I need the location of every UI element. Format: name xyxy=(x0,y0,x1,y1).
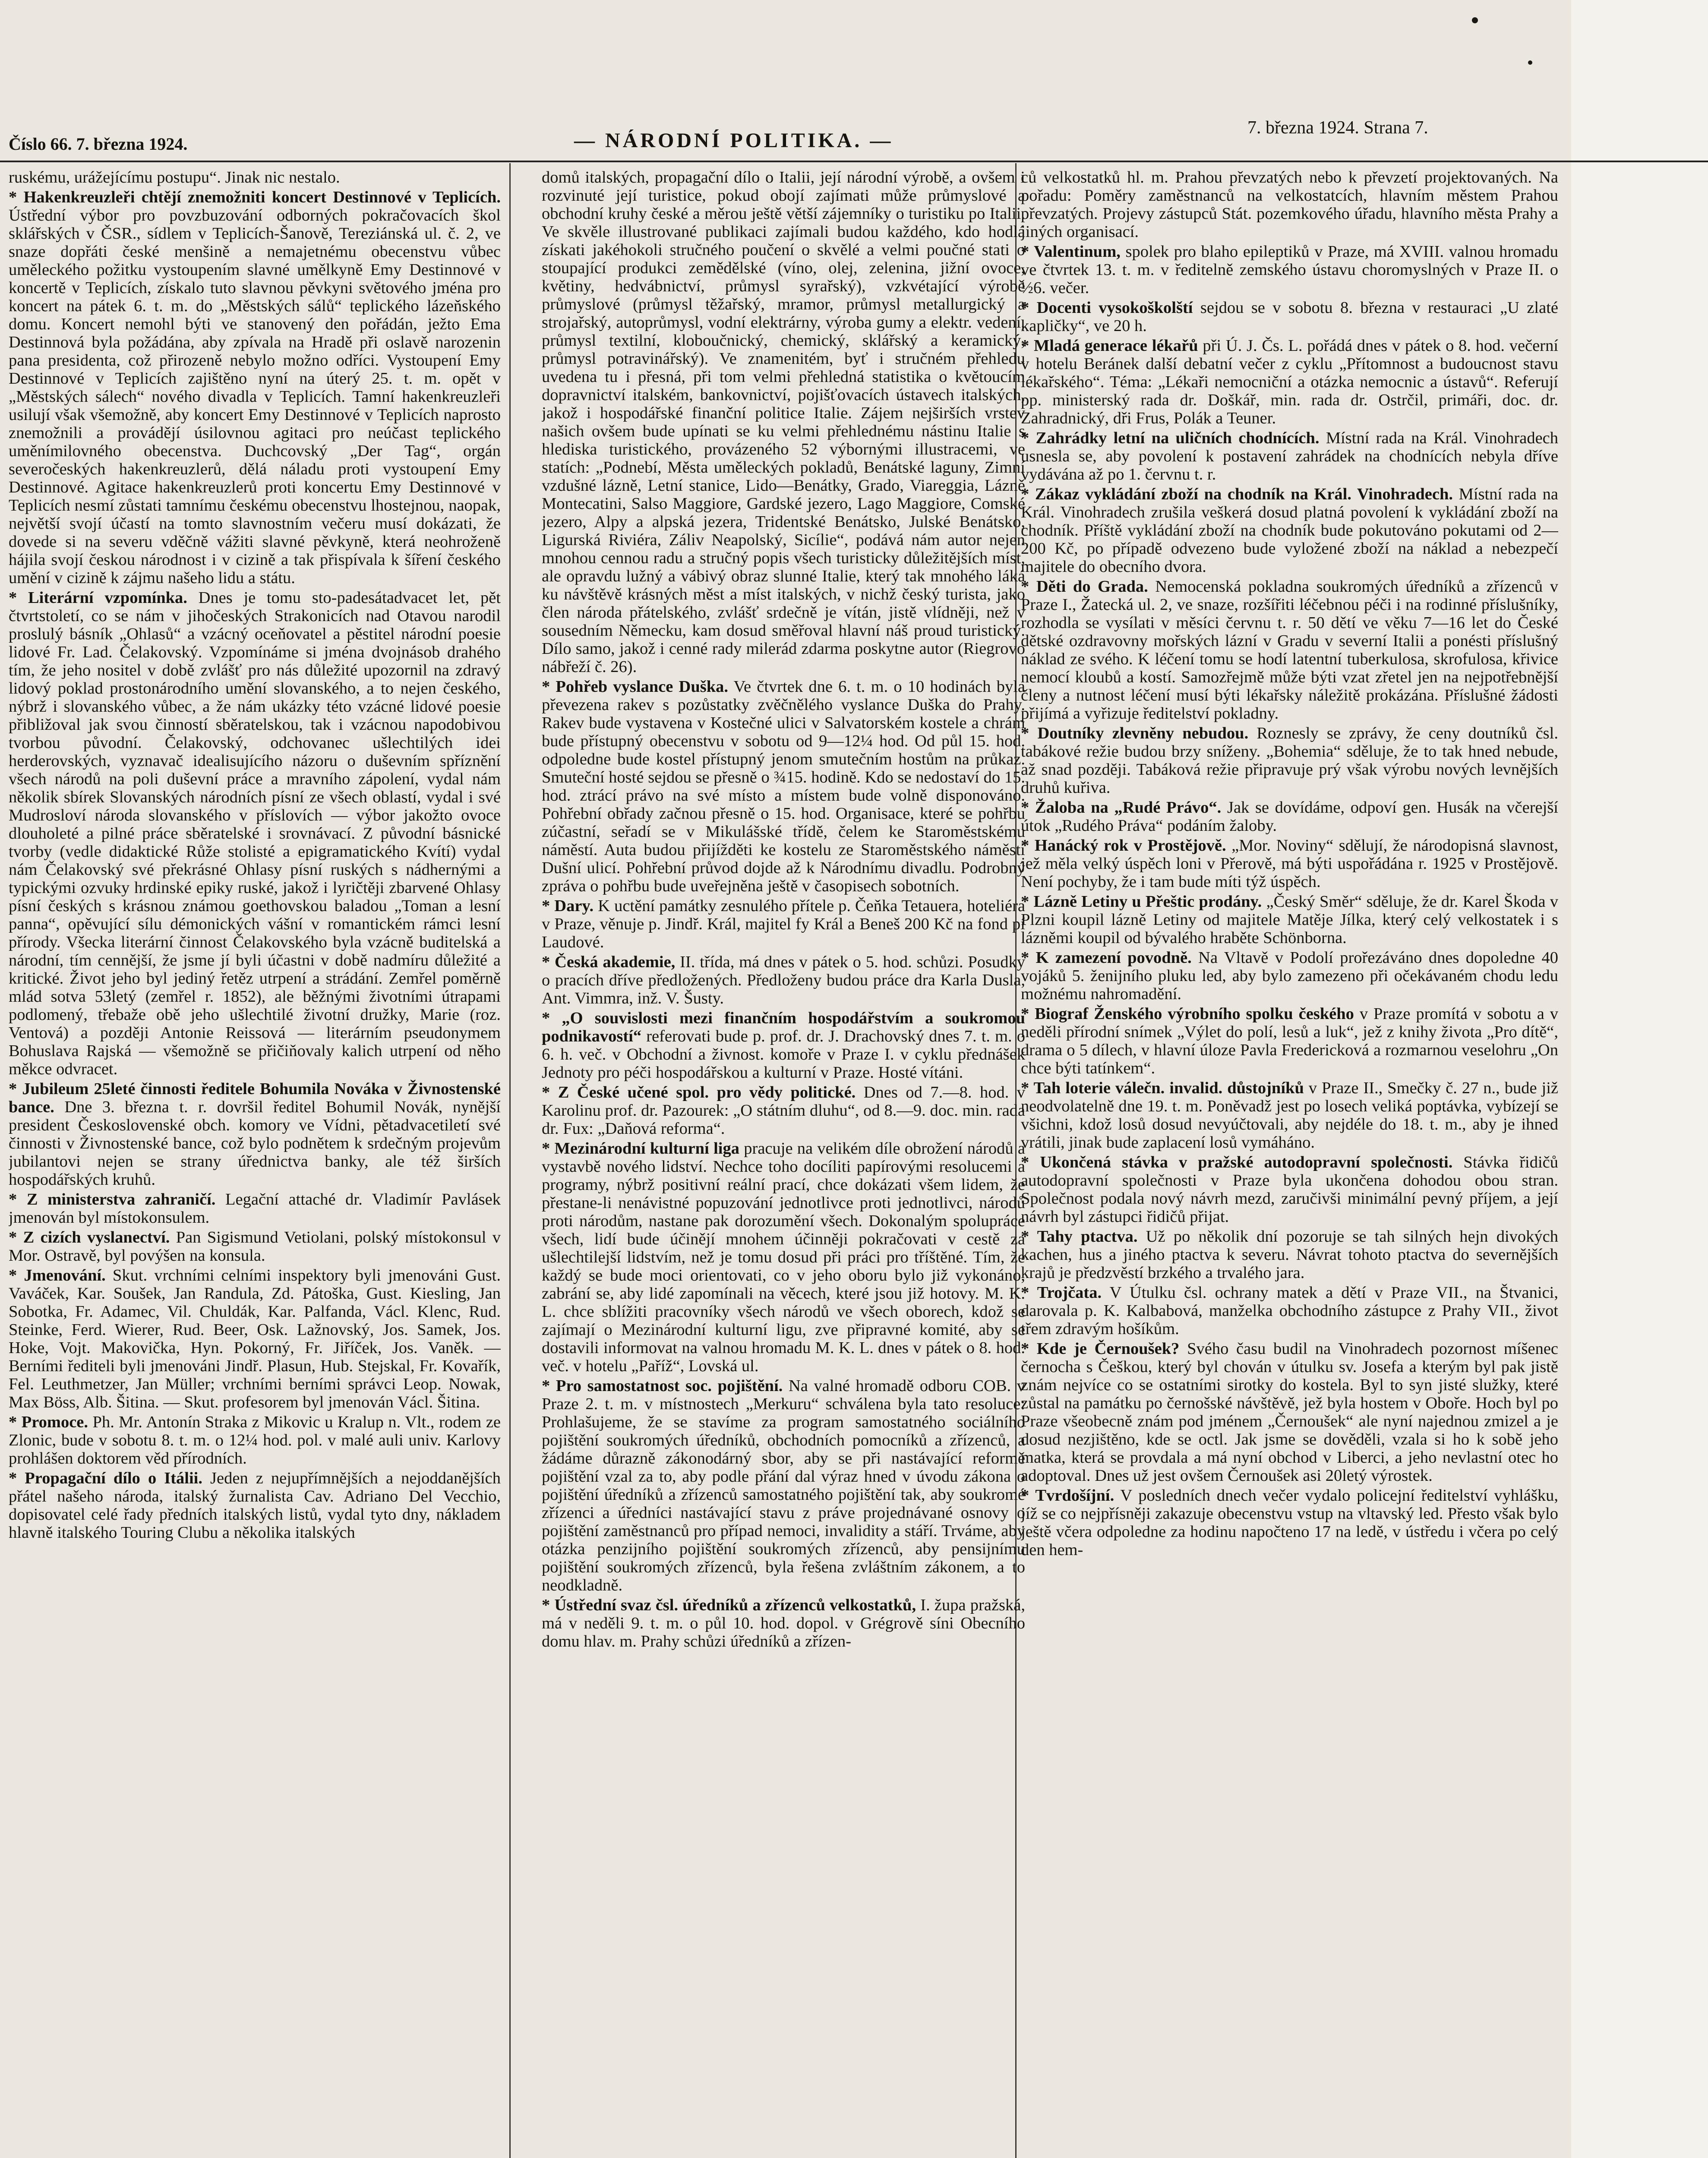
article-body: Roznesly se zprávy, že ceny doutníků čsl. tabákové režie budou brzy sníženy. „Bohemia“ sděluje, že to tak hned nebude, až snad později. Tabáková režie připravuje prý však výrobu nových levnějších druhů kuřiva. xyxy=(1021,724,1558,797)
article xyxy=(542,1139,1025,1375)
article xyxy=(1021,724,1558,797)
article xyxy=(542,678,1025,895)
article xyxy=(542,1377,1025,1594)
page-margin xyxy=(1571,0,1708,2158)
article xyxy=(1021,1227,1558,1282)
article xyxy=(9,1190,501,1227)
article-headline: * K zamezení povodně. xyxy=(1021,949,1192,967)
article xyxy=(1021,243,1558,297)
article xyxy=(9,589,501,1078)
article xyxy=(1021,337,1558,427)
article-headline: * Žaloba na „Rudé Právo“. xyxy=(1021,798,1222,817)
article-body: Jeden z nejupřímnějších a nejoddanějších přátel našeho národa, italský žurnalista Cav. Adriano Del Vecchio, dopisovatel celé řady předních italských listů, vydal tyto dny, nákladem hlavně italského Touring Clubu a několika italských xyxy=(9,1469,501,1542)
article-headline: * Tvrdošíjní. xyxy=(1021,1486,1114,1505)
article xyxy=(1021,1005,1558,1077)
article-headline: * Mladá generace lékařů xyxy=(1021,337,1198,355)
article xyxy=(9,1413,501,1467)
article-headline: * Lázně Letiny u Přeštic prodány. xyxy=(1021,893,1262,911)
article-body: Dne 3. března t. r. dovršil ředitel Bohumil Novák, nynější president Československé obch. komory ve Vídni, pětadvacetiletí své činnosti v Živnostenské bance, což bylo podnětem k srdečným projevům jubilantovi nejen se strany úřednictva banky, ale též širších hospodářských kruhů. xyxy=(9,1098,501,1189)
article-body: Dnes je tomu sto-padesátadvacet let, pět čtvrtstoletí, co se nám v jihočeských Strakonicích nad Otavou narodil proslulý básník „Ohlasů“ a vzácný oceňovatel a pěstitel národní poesie lidové Fr. Lad. Čelakovský. Vzpomínáme si jména dvojnásob drahého tím, že jeho nositel v době zvlášť pro nás důležité upozornil na zdravý lidový poklad prostonárodního umění slovanského, a to nejen českého, nýbrž i slovanského vůbec, a že nám ukázky této vzácné lidové poesie přibližoval jak svou činností sběratelskou, tak i vzácnou napodobivou tvorbou původní. Čelakovský, odchovanec ušlechtilých idei herderovských, vyznavač idealisujícího názoru o duševním spříznění všech národů na poli duševní práce a mravního zápolení, vydal nám několik sbírek Slovanských národních písní ze všech oblastí, vydal i své Mudrosloví národa slovanského v příslovích — výbor jakožto ovoce dlouholeté a pilné práce sběratelské i srovnávací. Z původní básnické tvorby (vedle didaktické Růže stolisté a epigramatického Kvítí) vydal nám Čelakovský své překrásné Ohlasy písní ruských s nádhernými a typickými ozvuky hrdinské epiky ruské, jakož i lyričtěji zbarvené Ohlasy písní českých s krásnou známou goethovskou baladou „Toman a lesní panna“, opěvující sílu démonických vášní v romantickém rámci lesní přírody. Všecka literární činnost Čelakovského byla vzácně buditelská a národní, tím cennější, že jsme jí byli účastni v době nadmíru důležité a kritické. Život jeho byl jediný řetěz utrpení a strádání. Zemřel poměrně mlád sotva 53letý (zemřel r. 1852), ale běžnými životními útrapami podlomený, třebaže obě jeho ušlechtilé životní družky, Marie (roz. Ventová) a později Antonie Reissová — literárním pseudonymem Bohuslava Rajská — všemožně se přičiňovaly kalich utrpení od něho měkce odvracet. xyxy=(9,589,501,1078)
article-body: II. třída, má dnes v pátek o 5. hod. schůzi. Posudky o pracích dříve předložených. Předloženy budou práce dra Karla Dusla, Ant. Vimmra, inž. V. Šusty. xyxy=(542,953,1025,1007)
print-speck xyxy=(1472,17,1478,23)
article-body: Stávka řidičů autodopravní společnosti v Praze byla ukončena dohodou obou stran. Společnost podala nový návrh mezd, zaručivši minimální pevný příjem, a její návrh byl zástupci řidičů přijat. xyxy=(1021,1153,1558,1226)
article xyxy=(1021,836,1558,891)
article-headline: * Hakenkreuzleři chtějí znemožniti koncert Destinnové v Teplicích. xyxy=(9,188,501,206)
article xyxy=(1021,893,1558,947)
header-date-page: 7. března 1924. Strana 7. xyxy=(1247,118,1428,138)
article-body: Místní rada na Král. Vinohradech zrušila veškerá dosud platná povolení k vykládání zboží na chodník. Příště vykládání zboží na chodník bude pokutováno pokutami od 2—200 Kč, po případě odvezeno bude vyložené zboží na náklad a nebezpečí majitele do obecního dvora. xyxy=(1021,485,1558,576)
article xyxy=(542,168,1025,676)
article-body: V posledních dnech večer vydalo policejní ředitelství vyhlášku, jíž se co nejpřísněji zakazuje obecenstvu vstup na vltavský led. Přesto však bylo ještě včera odpoledne za hodinu napočteno 17 na ledě, v ústředu i včera po celý den hem- xyxy=(1021,1486,1558,1559)
article-body: I. župa pražská, má v neděli 9. t. m. o půl 10. hod. dopol. v Grégrově síni Obecního domu hlav. m. Prahy schůzi úředníků a zřízen- xyxy=(542,1596,1025,1650)
article xyxy=(1021,1153,1558,1226)
article xyxy=(1021,1486,1558,1559)
header-masthead: — NÁRODNÍ POLITIKA. — xyxy=(574,129,893,152)
article xyxy=(1021,485,1558,576)
article-headline: * Propagační dílo o Itálii. xyxy=(9,1469,202,1487)
article-headline: * Děti do Grada. xyxy=(1021,577,1148,596)
article-headline: * Jmenování. xyxy=(9,1266,106,1284)
article xyxy=(1021,1284,1558,1338)
header-issue: Číslo 66. 7. března 1924. xyxy=(9,134,188,154)
article-body: ruskému, urážejícímu postupu“. Jinak nic nestalo. xyxy=(9,168,340,186)
article-headline: * Ústřední svaz čsl. úředníků a zřízenců velkostatků, xyxy=(542,1596,916,1614)
article xyxy=(542,1083,1025,1138)
header-rule xyxy=(0,161,1708,162)
article xyxy=(9,1266,501,1411)
article-body: referovati bude p. prof. dr. J. Drachovský dnes 7. t. m. o 6. h. več. v Obchodní a živnost. komoře v Praze I. v cyklu přednášek Jednoty pro péči hospodářskou a kulturní v Praze. Hosté vítáni. xyxy=(542,1027,1025,1082)
article-body: Svého času budil na Vinohradech pozornost míšenec černocha s Češkou, který byl chován v útulku sv. Josefa a kterým byl pak jistě znám nejvíce co se ostatními sirotky do kostela. Byl to syn jisté služky, které zůstal na památku po černošské návštěvě, jež byla hostem v Oboře. Hoch byl po Praze všeobecně znám pod jménem „Černoušek“ ale nyní najednou zmizel a je dosud nezjištěno, kde se octl. Jak jsme se dověděli, vzala si ho k sobě jeho matka, která se provdala a má nyní obchod v Liberci, a jeho nevlastní otec ho adoptoval. Dnes už jest ovšem Černoušek asi 20letý výrostek. xyxy=(1021,1340,1558,1485)
article-body: Ve čtvrtek dne 6. t. m. o 10 hodinách byla převezena rakev s pozůstatky zvěčnělého vyslance Duška do Prahy. Rakev bude vystavena v Kostečné ulici v Salvatorském kostele a chrám bude přístupný obecenstvu v sobotu od 9—12¼ hod. Od půl 15. hod. odpoledne bude kostel přístupný jenom smutečním hostům na průkaz. Smuteční hosté sejdou se přesně o ¾15. hodině. Kdo se nedostaví do 15. hod. ztrácí právo na své místo a místem bude volně disponováno. Pohřební obřady začnou přesně o 15. hod. Organisace, které se pohřbu zúčastní, seřadí se v Mikulášské třídě, čelem ke Staroměstskému náměstí. Auta budou přijížděti ke kostelu ze Staroměstského náměstí Dušní ulicí. Pohřební průvod dojde až k Národnímu divadlu. Podrobný zpráva o pohřbu bude uveřejněna ještě v časopisech sobotních. xyxy=(542,678,1025,895)
article-headline: * Z cizích vyslanectví. xyxy=(9,1228,170,1246)
article-body: Místní rada na Král. Vinohradech usnesla se, aby povolení k postavení zahrádek na chodnících nebyla dříve vydávána až po 1. červnu t. r. xyxy=(1021,429,1558,483)
article xyxy=(542,1596,1025,1650)
article xyxy=(1021,299,1558,335)
article-headline: * Z ministerstva zahraničí. xyxy=(9,1190,216,1208)
article xyxy=(1021,1079,1558,1152)
article-body: Nemocenská pokladna soukromých úředníků a zřízenců v Praze I., Žatecká ul. 2, ve snaze, rozšířiti léčebnou péči i na rodinné příslušníky, rozhodla se vysílati v měsíci červnu t. r. 50 dětí ve věku 7—16 let do České dětské ozdravovny mořských lázní v Gradu v severní Italii a ponésti příslušný náklad ze svého. K léčení tomu se hodí latentní tuberkulosa, skrofulosa, křivice nemocí kloubů a kostí. Samozřejmě může býti vzat zřetel jen na nejpotřebnější členy a nutnost léčení musí býti lékařsky náležitě prokázána. Příslušné žádosti přijímá a vyřizuje ředitelství pokladny. xyxy=(1021,577,1558,722)
article-headline: * Docenti vysokoškolští xyxy=(1021,299,1193,317)
article-body: Pan Sigismund Vetiolani, polský místokonsul v Mor. Ostravě, byl povýšen na konsula. xyxy=(9,1228,501,1265)
article-headline: * Pohřeb vyslance Duška. xyxy=(542,678,729,696)
article-body: sejdou se v sobotu 8. března v restauraci „U zlaté kapličky“, ve 20 h. xyxy=(1021,299,1558,335)
article-headline: * Pro samostatnost soc. pojištění. xyxy=(542,1377,783,1395)
article-body: v Praze promítá v sobotu a v neděli přírodní snímek „Výlet do polí, lesů a luk“, jež z knihy života „Pro dítě“, drama o 5 dílech, v hlavní úloze Pavla Fredericková a rozmarnou veselohru „On chce býti tatínkem“. xyxy=(1021,1005,1558,1077)
article xyxy=(1021,1340,1558,1485)
article-body: Na Vltavě v Podolí prořezáváno dnes dopoledne 40 vojáků 5. ženijního pluku led, aby bylo zamezeno při očekávaném chodu ledu možnému nahromadění. xyxy=(1021,949,1558,1003)
article xyxy=(542,953,1025,1007)
article-headline: * Tah loterie válečn. invalid. důstojníků xyxy=(1021,1079,1304,1097)
article-body: Legační attaché dr. Vladimír Pavlásek jmenován byl místokonsulem. xyxy=(9,1190,501,1227)
article-body: Dnes od 7.—8. hod. v Karolinu prof. dr. Pazourek: „O státním dluhu“, od 8.—9. doc. min. rada dr. Fux: „Daňová reforma“. xyxy=(542,1083,1025,1138)
article-body: pracuje na velikém díle obrožení národů a vystavbě nového lidství. Nechce toho docíliti papírovými resolucemi a programy, nýbrž positivní reální prací, chce dokázati všem lidem, že přestane-li nenávistné popuzování jednotlivce proti jednotlivci, národů proti národům, nastane pak dorozumění všech. Dokonalým spolupráce všech, lidí bude účinějí mnohem účinněji pokračovati v cestě za ušlechtilejší lidstvím, než je tomu dosud při práci pro tříštěné. Tím, že každý se bude moci orientovati, co v jeho oboru bylo již vykonáno, zabrání se, aby lidé zapomínali na věcech, které jsou již hotovy. M. K. L. chce sblížiti pracovníky všech národů ve všech oborech, kdož se zajímají o Mezinárodní kulturní ligu, zve připravné komité, aby se dostavili informovat na valnou hromadu M. K. L. dnes v pátek o 8. hod. več. v hotelu „Paříž“, Lovská ul. xyxy=(542,1139,1025,1375)
article-body: domů italských, propagační dílo o Italii, její národní výrobě, a ovšem i rozvinuté její turistice, pokud obojí zajímati může průmyslové a obchodní kruhy české a měrou ještě větší zájemníky o turistiku po Italii. Ve skvěle illustrované publikaci zajímali budou každého, kdo hodlá získati jakéhokoli stručného poučení o skvělé a velmi poučné stati o stoupající produkci zemědělské (víno, olej, zelenina, jižní ovoce, květiny, hedvábnictví, průmysl syrařský), vzkvétající výrobě průmyslové (průmysl těžařský, mramor, průmysl metallurgický a strojařský, autoprůmysl, vodní elektrárny, výroba gumy a elektr. vedení, průmysl textilní, kloboučnický, chemický, sklářský a keramický, průmysl potravinářský). Ve znamenitém, byť i stručném přehledu uvedena tu i přesná, při tom velmi přehledná statistika o květoucím dopravnictví italském, bankovnictví, pojišťovacích ústavech italských, jakož i hospodářské finanční politice Italie. Zájem nejširších vrstev našich ovšem bude upínati se ku velmi přehlednému nástinu Italie s hlediska turistického, provázeného 52 výbornými illustracemi, ve statích: „Podnebí, Města uměleckých pokladů, Benátské laguny, Zimní vzdušné lázně, Letní stanice, Lido—Benátky, Grado, Viareggia, Lázně Montecatini, Salso Maggiore, Gardské jezero, Lago Maggiore, Comské jezero, Alpy a alpská jezera, Tridentské Benátsko, Julské Benátsko, Ligurská Riviéra, Záliv Neapolský, Sicílie“, podává nám autor nejen mnohou cennou radu a stručný popis všech turisticky důležitějších míst, ale opravdu lužný a vábivý obraz slunné Italie, který tak mnohého láká ku návštěvě krásných měst a míst italských, v nichž český turista, jako člen národa přátelského, zvlášť srdečně je vítán, jistě vlídněji, než v sousedním Německu, kam dosud směřoval hlavní náš proud turistický. Dílo samo, jakož i cenné rady milerád zdarma poskytne autor (Riegrovo nábřeží č. 26). xyxy=(542,168,1025,676)
article-headline: * Trojčata. xyxy=(1021,1284,1102,1302)
article xyxy=(1021,168,1558,241)
article-body: Ph. Mr. Antonín Straka z Mikovic u Kralup n. Vlt., rodem ze Zlonic, bude v sobotu 8. t. m. o 12¼ hod. pol. v malé auli univ. Karlovy prohlášen doktorem věd přírodních. xyxy=(9,1413,501,1467)
article-body: Už po několik dní pozoruje se tah silných hejn divokých kachen, hus a jiného ptactva k severu. Návrat tohoto ptactva do severnějších krajů je předzvěstí brzkého a trvalého jara. xyxy=(1021,1227,1558,1282)
article-body: spolek pro blaho epileptiků v Praze, má XVIII. valnou hromadu ve čtvrtek 13. t. m. v ředitelně zemského ústavu choromyslných v Praze II. o ½6. večer. xyxy=(1021,243,1558,297)
article-headline: * Promoce. xyxy=(9,1413,88,1431)
article-headline: * Jubileum 25leté činnosti ředitele Bohumila Nováka v Živnostenské bance. xyxy=(9,1080,501,1116)
article xyxy=(1021,577,1558,722)
article-body: při Ú. J. Čs. L. pořádá dnes v pátek o 8. hod. večerní v hotelu Beránek další debatní večer z cyklu „Přítomnost a budoucnost stavu lékařského“. Téma: „Lékaři nemocniční a otázka nemocnic a ústavů“. Referují pp. ministerský rada dr. Doškář, min. rada dr. Ostrčil, primáři, doc. dr. Zahradnický, dři Frus, Polák a Teuner. xyxy=(1021,337,1558,427)
article-headline: * „O souvislosti mezi finančním hospodářstvím a soukromou podnikavostí“ xyxy=(542,1009,1025,1045)
column-2 xyxy=(542,168,1025,2158)
article-body: Ústřední výbor pro povzbuzování odborných pokračovacích škol sklářských v ČSR., sídlem v Teplicích-Šanově, Tereziánská ul. č. 2, ve snaze dopřáti české menšině a nemajetnému obecenstvu vůbec uměleckého požitku vystoupením slavné umělkyně Emy Destinnové v koncertě v Teplicích, získalo tuto slavnou pěvkyni světového jména pro koncert na pátek 6. t. m. do „Městských sálů“ teplického lázeňského domu. Koncert nemohl býti ve stanovený den pořádán, ježto Ema Destinnová byla požádána, aby zpívala na Hradě při oslavě narozenin pana presidenta, což přirozeně nebylo možno odříci. Vystoupení Emy Destinnové v Teplicích zajištěno nyní na úterý 25. t. m. opět v „Městských sálech“ nového divadla v Teplicích. Tamní hakenkreuzleři usilují však všemožně, aby koncert Emy Destinnové v Teplicích naprosto znemožnili a provádějí úsilovnou agitaci pro neúčast teplického uměnímilovného obecenstva. Duchcovský „Der Tag“, orgán severočeských hakenkreuzlerů, dělá náladu proti vystoupení Emy Destinnové. Agitace hakenkreuzlerů proti koncertu Emy Destinnové v Teplicích nesmí zůstati tamnímu českému obecenstvu lhostejnou, naopak, největší svojí účastí na tomto slavnostním večeru musí dokázati, že dovede si na severu vděčně vážiti slavné pěvkyně, která neohroženě hájila svojí českou národnost i v cizině a tak přispívala k šíření českého umění v cizině k zájmu našeho lidu a státu. xyxy=(9,206,501,587)
column-1 xyxy=(9,168,501,2158)
article xyxy=(9,1080,501,1189)
column-3 xyxy=(1021,168,1558,2158)
page-header xyxy=(0,108,1708,155)
article-headline: * Mezinárodní kulturní liga xyxy=(542,1139,739,1158)
article-headline: * Zákaz vykládání zboží na chodník na Král. Vinohradech. xyxy=(1021,485,1453,503)
article-headline: * Z České učené spol. pro vědy politické. xyxy=(542,1083,856,1101)
article-headline: * Kde je Černoušek? xyxy=(1021,1340,1180,1358)
article xyxy=(1021,798,1558,835)
article xyxy=(9,168,501,186)
article-body: Skut. vrchními celními inspektory byli jmenováni Gust. Vaváček, Kar. Soušek, Jan Randula, Zd. Pátoška, Gust. Kiesling, Jan Sobotka, Fr. Adamec, Vil. Chuldák, Kar. Palfanda, Václ. Klenc, Rud. Steinke, Ferd. Wierer, Rud. Beer, Osk. Lažnovský, Jos. Samek, Jos. Hoke, Vojt. Makovička, Hyn. Pokorný, Fr. Jiříček, Jos. Vaněk. — Berními řediteli byli jmenováni Jindř. Plasun, Hub. Stejskal, Fr. Kovařík, Fel. Leuthmetzer, Jan Müller; vrchními berními správci Leop. Nowak, Max Böss, Alb. Šitina. — Skut. profesorem byl jmenován Václ. Šitina. xyxy=(9,1266,501,1411)
article-headline: * Valentinum, xyxy=(1021,243,1121,261)
article xyxy=(9,188,501,587)
article-body: „Mor. Noviny“ sdělují, že národopisná slavnost, jež měla velký úspěch loni v Přerově, má býti uspořádána r. 1925 v Prostějově. Není pochyby, že i tam bude míti týž úspěch. xyxy=(1021,836,1558,891)
article-headline: * Česká akademie, xyxy=(542,953,676,971)
article-headline: * Hanácký rok v Prostějově. xyxy=(1021,836,1226,855)
article xyxy=(542,1009,1025,1082)
article-body: „Český Směr“ sděluje, že dr. Karel Škoda v Plzni koupil lázně Letiny od majitele Matěje Jílka, který celý velkostatek i s lázněmi koupil od bývalého hraběte Schönborna. xyxy=(1021,893,1558,947)
article-body: V Útulku čsl. ochrany matek a dětí v Praze VII., na Štvanici, darovala p. K. Kalbabová, manželka obchodního zástupce z Prahy VII., život třem zdravým hošíkům. xyxy=(1021,1284,1558,1338)
article-headline: * Tahy ptactva. xyxy=(1021,1227,1138,1246)
article-headline: * Literární vzpomínka. xyxy=(9,589,187,607)
article-body: K uctění památky zesnulého přítele p. Čeňka Tetauera, hoteliéra v Praze, věnuje p. Jindř. Král, majitel fy Král a Beneš 200 Kč na fond pí Laudové. xyxy=(542,897,1025,951)
print-speck xyxy=(1528,60,1532,65)
article-body: ců velkostatků hl. m. Prahou převzatých nebo k převzetí projektovaných. Na pořadu: Poměry zaměstnanců na velkostatcích, hlavním městem Prahou převzatých. Projevy zástupců Stát. pozemkového úřadu, hlavního města Prahy a jiných organisací. xyxy=(1021,168,1558,241)
article-headline: * Zahrádky letní na uličních chodnících. xyxy=(1021,429,1320,447)
article xyxy=(9,1469,501,1542)
article-headline: * Biograf Ženského výrobního spolku českého xyxy=(1021,1005,1354,1023)
article-body: Jak se dovídáme, odpoví gen. Husák na včerejší útok „Rudého Práva“ podáním žaloby. xyxy=(1021,798,1558,835)
article xyxy=(542,897,1025,951)
article-body: v Praze II., Smečky č. 27 n., bude již neodvolatelně dne 19. t. m. Poněvadž jest po losech veliká poptávka, vybízejí se všichni, kdož losů dosud nevyúčtovali, aby nejdéle do 18. t. m., aby je ihned vrátili, jinak bude zaplacení losů vymáháno. xyxy=(1021,1079,1558,1152)
article-headline: * Dary. xyxy=(542,897,594,915)
article-body: Na valné hromadě odboru COB. v Praze 2. t. m. v místnostech „Merkuru“ schválena byla tato resoluce: Prohlašujeme, že se stavíme za program samostatného sociálního pojištění soukromých úředníků, obchodních pomocníků a zřízenců, a žádáme důrazně zákonodárný sbor, aby se při nastávající reformě pojištění vzal za to, aby podle přání dal výraz hned v úvodu zákona o pojištění úředníků a zřízenců samostatného pojištění tak, aby soukromé zřízenci a úředníci nastávající stavu z práve projednávané osnovy o pojištění zaměstnanců pro případ nemoci, invalidity a stáří. Trváme, aby otázka penzijního pojištění soukromých zřízenců, aby pensijnímu pojištění soukromých zřízenců, byla řešena zvláštním zákonem, a to neodkladně. xyxy=(542,1377,1025,1594)
column-divider xyxy=(509,163,511,2158)
article-headline: * Ukončená stávka v pražské autodopravní společnosti. xyxy=(1021,1153,1453,1171)
article xyxy=(1021,429,1558,483)
article xyxy=(9,1228,501,1265)
article xyxy=(1021,949,1558,1003)
article-headline: * Doutníky zlevněny nebudou. xyxy=(1021,724,1249,742)
